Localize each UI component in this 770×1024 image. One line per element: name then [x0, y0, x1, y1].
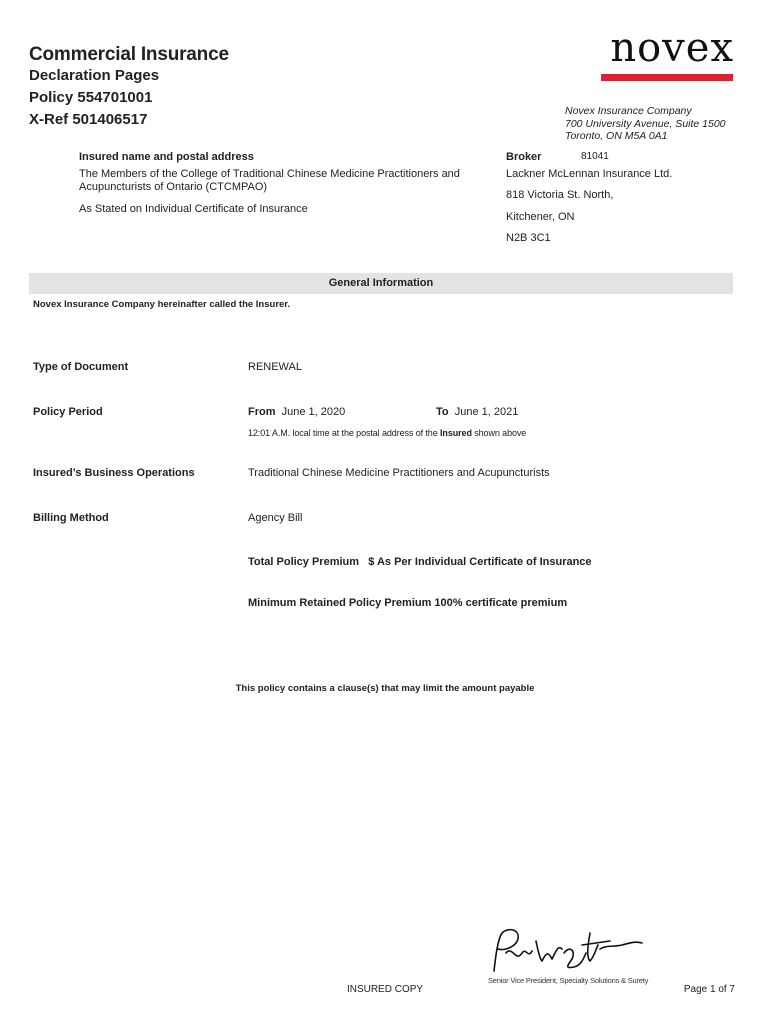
from-date: June 1, 2020: [281, 406, 346, 418]
document-subtitle: Declaration Pages: [29, 67, 160, 84]
business-operations-label: Insured’s Business Operations: [33, 467, 195, 479]
broker-number: 81041: [581, 151, 609, 162]
novex-logo: novex: [610, 25, 734, 71]
time-note: [248, 428, 526, 438]
from-label: From: [248, 406, 276, 418]
to-date: June 1, 2021: [454, 406, 519, 418]
type-of-document-value: RENEWAL: [248, 361, 302, 373]
insurer-note: Novex Insurance Company hereinafter called the Insurer.: [33, 299, 291, 310]
signature-title: Senior Vice President, Specialty Solutions & Surety: [488, 976, 649, 985]
clause-note: This policy contains a clause(s) that may limit the amount payable: [235, 683, 535, 694]
broker-city: Kitchener, ON: [506, 211, 575, 223]
insurer-name: Novex Insurance Company: [565, 105, 692, 117]
time-note-pre: 12:01 A.M. local time at the postal address of the: [248, 428, 438, 438]
policy-period-from: [248, 406, 345, 419]
insurer-address: [565, 105, 726, 143]
insured-label: Insured name and postal address: [79, 151, 254, 163]
general-info-heading: General Information: [328, 277, 434, 289]
total-premium: Total Policy Premium $ As Per Individual Certificate of Insurance: [248, 556, 592, 568]
policy-period-label: Policy Period: [33, 406, 103, 418]
signature-image: [486, 923, 646, 977]
logo-underline: [601, 74, 733, 81]
policy-number: Policy 554701001: [29, 89, 153, 106]
type-of-document-label: Type of Document: [33, 361, 129, 373]
business-operations-value: Traditional Chinese Medicine Practitioners and Acupuncturists: [248, 467, 550, 479]
billing-method-label: Billing Method: [33, 512, 109, 524]
insured-address: As Stated on Individual Certificate of Insurance: [79, 203, 308, 215]
time-note-bold: Insured: [440, 428, 472, 438]
page-number: Page 1 of 7: [683, 984, 735, 995]
broker-street: 818 Victoria St. North,: [506, 189, 614, 201]
insured-name-line2: Acupuncturists of Ontario (CTCMPAO): [79, 181, 268, 193]
broker-name: Lackner McLennan Insurance Ltd.: [506, 168, 673, 180]
broker-postal: N2B 3C1: [506, 232, 551, 244]
insurer-street: 700 University Avenue, Suite 1500: [565, 117, 726, 130]
insured-copy-label: INSURED COPY: [346, 984, 424, 995]
insured-name-line1: The Members of the College of Traditional Chinese Medicine Practitioners and: [79, 168, 460, 180]
broker-label: Broker: [506, 151, 542, 163]
policy-period-to: [436, 406, 518, 419]
xref-number: X-Ref 501406517: [29, 111, 148, 128]
to-label: To: [436, 406, 449, 418]
billing-method-value: Agency Bill: [248, 512, 303, 524]
document-title: Commercial Insurance: [29, 44, 229, 65]
insurer-city: Toronto, ON M5A 0A1: [565, 130, 668, 142]
time-note-post: shown above: [474, 428, 527, 438]
general-info-band: [29, 273, 733, 294]
minimum-premium: Minimum Retained Policy Premium 100% certificate premium: [248, 597, 568, 609]
